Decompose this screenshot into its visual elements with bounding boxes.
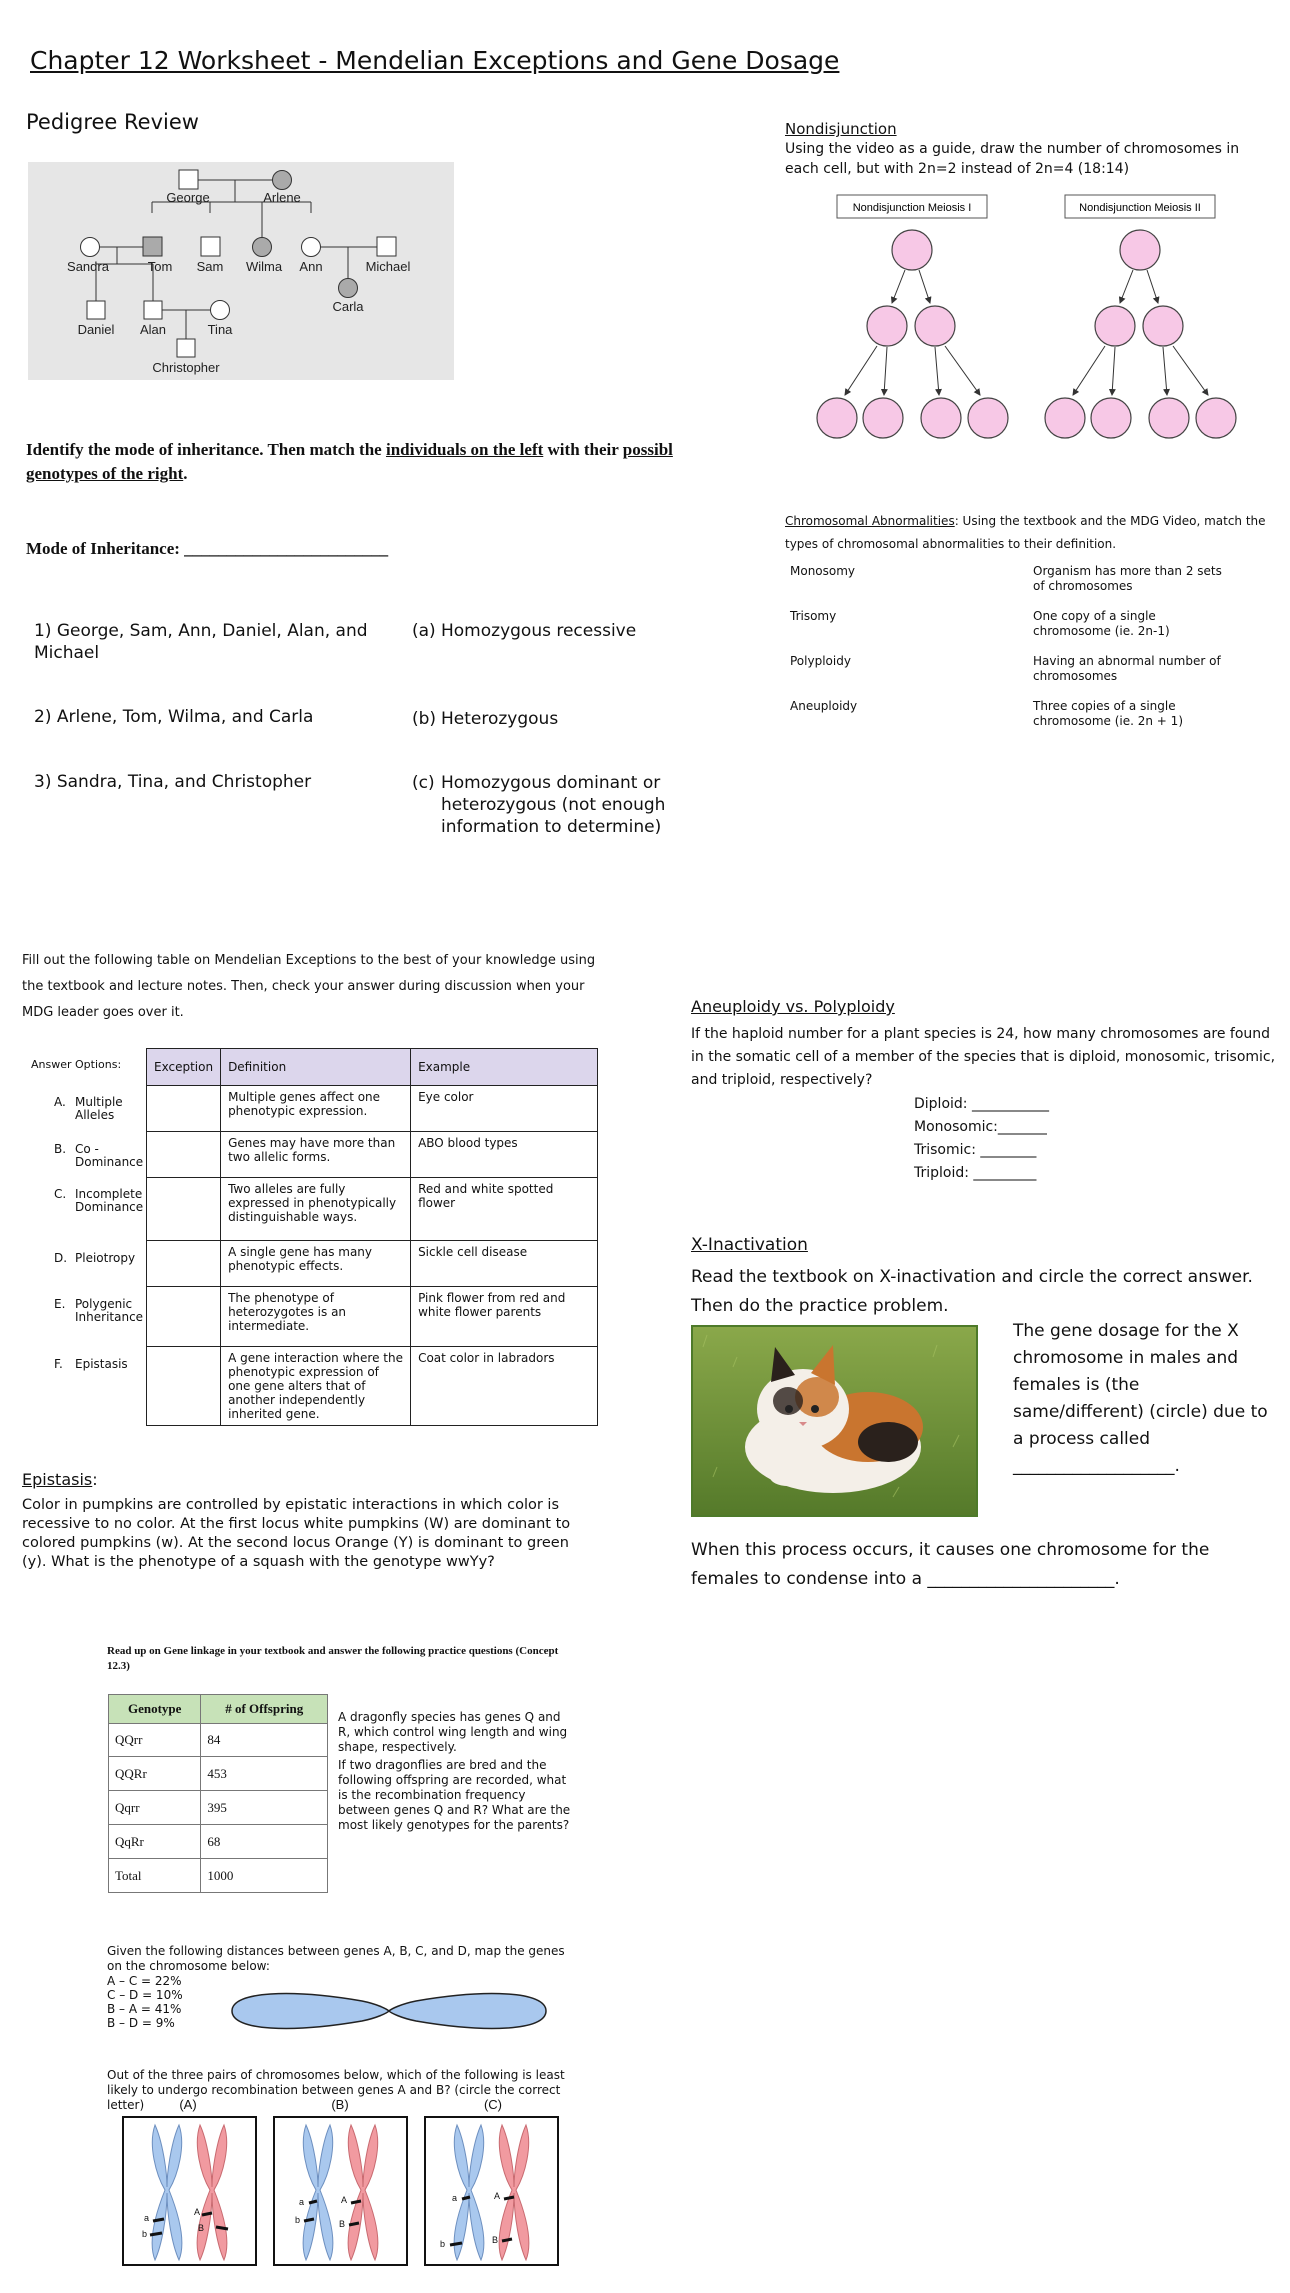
worksheet-title: Chapter 12 Worksheet - Mendelian Exceptions and Gene Dosage	[30, 46, 840, 75]
exception-cell[interactable]	[147, 1132, 221, 1178]
cell	[1196, 398, 1236, 438]
right-item-a-letter: (a)	[412, 621, 436, 641]
allele-label: b	[440, 2239, 446, 2249]
chromosome-map[interactable]	[222, 1985, 556, 2037]
sam-label: Sam	[196, 259, 224, 274]
ploidy-text: If the haploid number for a plant species is 24, how many chromosomes are found in the somatic cell of a member of the species that is diploid, monosomic, trisomic, and triploid, respectively?	[691, 1026, 1276, 1088]
cell	[921, 398, 961, 438]
pair-a-label: (A)	[179, 2097, 197, 2112]
genotype-cell: Total	[109, 1859, 201, 1893]
sam-symbol	[201, 237, 220, 256]
definition-2: One copy of a single chromosome (ie. 2n-1)	[1033, 609, 1170, 638]
right-item-a-text: Homozygous recessive	[441, 621, 637, 641]
triploid-line[interactable]: Triploid: _________	[914, 1165, 1037, 1181]
table-row	[147, 1287, 598, 1347]
chromosome-pair-c	[440, 2125, 529, 2260]
christopher-label: Christopher	[152, 360, 220, 375]
term-monosomy: Monosomy	[790, 564, 856, 578]
pair-b-box[interactable]	[274, 2117, 407, 2265]
dragonfly-q1: A dragonfly species has genes Q and R, which control wing length and wing shape, respectively.	[338, 1710, 568, 1754]
meiosis-i-label: Nondisjunction Meiosis I	[852, 202, 972, 214]
allele-label: B	[339, 2219, 346, 2229]
nondisjunction-svg	[775, 190, 1275, 450]
cell	[817, 398, 857, 438]
table-row	[109, 1757, 328, 1791]
pair-b-label: (B)	[331, 2097, 349, 2112]
xinact-text: Read the textbook on X-inactivation and circle the correct answer. Then do the practice problem.	[691, 1267, 1253, 1316]
calico-kitten-image	[691, 1325, 978, 1517]
mendelian-table	[146, 1048, 598, 1426]
example-cell: Sickle cell disease	[411, 1241, 598, 1287]
definition-cell: A single gene has many phenotypic effects.	[221, 1241, 411, 1287]
ann-symbol	[302, 238, 321, 257]
epistasis-text: Color in pumpkins are controlled by epistatic interactions in which color is recessive to no color. At the first locus white pumpkins (W) are dominant to colored pumpkins (w). At the second locus Orange (Y) is dominant to green (y). What is the phenotype of a squash with the genotype wwYy?	[22, 1497, 571, 1570]
offspring-cell: 395	[201, 1791, 328, 1825]
distance-cd: C – D = 10%	[107, 1988, 183, 2002]
genotype-cell: Qqrr	[109, 1791, 201, 1825]
table-row	[147, 1347, 598, 1426]
term-trisomy: Trisomy	[790, 609, 837, 623]
cell	[892, 230, 932, 270]
red-chromosome	[348, 2125, 378, 2260]
definition-cell: Multiple genes affect one phenotypic expression.	[221, 1086, 411, 1132]
table-row	[109, 1859, 328, 1893]
cell	[968, 398, 1008, 438]
tom-label: Tom	[147, 259, 173, 274]
option-e-text: Polygenic Inheritance	[75, 1297, 144, 1324]
genotype-cell: QQrr	[109, 1724, 201, 1757]
sandra-label: Sandra	[67, 259, 109, 274]
genotype-cell: QQRr	[109, 1757, 201, 1791]
cell	[863, 398, 903, 438]
distance-ac: A – C = 22%	[107, 1974, 182, 1988]
example-cell: Red and white spotted flower	[411, 1178, 598, 1241]
cell	[1091, 398, 1131, 438]
exception-cell[interactable]	[147, 1287, 221, 1347]
table-row	[109, 1724, 328, 1757]
carla-symbol	[339, 279, 358, 298]
option-a-letter: A.	[54, 1095, 66, 1109]
allele-label: B	[492, 2235, 499, 2245]
allele-label: B	[198, 2223, 205, 2233]
abnormalities-instruction: Chromosomal Abnormalities: Using the textbook and the MDG Video, match the types of chromosomal abnormalities to their definition.	[785, 514, 1266, 551]
chromosome-pairs-text: Out of the three pairs of chromosomes below, which of the following is least likely to undergo recombination between genes A and B? (circle the correct letter)	[107, 2068, 565, 2112]
alan-label: Alan	[139, 322, 167, 337]
right-item-c-letter: (c)	[412, 773, 435, 793]
michael-label: Michael	[365, 259, 411, 274]
left-item-2: 2) Arlene, Tom, Wilma, and Carla	[34, 707, 314, 727]
definition-cell: A gene interaction where the phenotypic expression of one gene alters that of another independently inherited gene.	[221, 1347, 411, 1426]
header-exception: Exception	[147, 1049, 221, 1086]
dragonfly-q2: If two dragonflies are bred and the following offspring are recorded, what is the recombination frequency between genes Q and R? What are the most likely genotypes for the parents?	[338, 1758, 571, 1832]
gene-distances	[107, 1974, 183, 2030]
header-example: Example	[411, 1049, 598, 1086]
xinact-dosage: The gene dosage for the X chromosome in males and females is (the same/different) (circle) due to a process called ___________________.	[1013, 1321, 1268, 1476]
offspring-cell: 1000	[201, 1859, 328, 1893]
nondisjunction-heading: Nondisjunction	[785, 120, 897, 138]
definition-1: Organism has more than 2 sets of chromosomes	[1033, 564, 1222, 593]
definition-cell: Genes may have more than two allelic forms.	[221, 1132, 411, 1178]
blue-chromosome	[454, 2125, 484, 2260]
allele-label: b	[295, 2215, 301, 2225]
christopher-symbol	[177, 339, 195, 357]
definition-cell: The phenotype of heterozygotes is an intermediate.	[221, 1287, 411, 1347]
allele-label: a	[299, 2197, 305, 2207]
offspring-cell: 68	[201, 1825, 328, 1859]
option-d-letter: D.	[54, 1251, 68, 1265]
right-item-b-letter: (b)	[412, 709, 437, 729]
table-row	[147, 1132, 598, 1178]
definition-cell: Two alleles are fully expressed in phenotypically distinguishable ways.	[221, 1178, 411, 1241]
genotype-header-row	[109, 1695, 328, 1724]
distance-bd: B – D = 9%	[107, 2016, 175, 2030]
exception-cell[interactable]	[147, 1178, 221, 1241]
option-b-letter: B.	[54, 1142, 67, 1156]
cell	[1045, 398, 1085, 438]
exception-cell[interactable]	[147, 1086, 221, 1132]
pedigree-diagram	[28, 162, 454, 380]
cell	[1095, 306, 1135, 346]
right-item-c-text: Homozygous dominant or heterozygous (not enough information to determine)	[441, 773, 666, 837]
option-d-text: Pleiotropy	[75, 1251, 136, 1265]
xinact-heading: X-Inactivation	[691, 1235, 808, 1255]
arlene-label: Arlene	[263, 190, 301, 205]
meiosis-ii-label: Nondisjunction Meiosis II	[1079, 202, 1201, 214]
example-cell: Coat color in labradors	[411, 1347, 598, 1426]
example-cell: Pink flower from red and white flower parents	[411, 1287, 598, 1347]
blue-chromosome	[303, 2125, 333, 2260]
chromosome-shape	[222, 1985, 556, 2037]
carla-label: Carla	[332, 299, 364, 314]
genotype-table	[108, 1694, 328, 1893]
table-row	[147, 1086, 598, 1132]
mendelian-intro: Fill out the following table on Mendelian Exceptions to the best of your knowledge using the textbook and lecture notes. Then, check your answer during discussion when your MDG leader goes over it.	[22, 953, 596, 1020]
red-chromosome	[197, 2125, 227, 2260]
nondisjunction-diagrams	[775, 190, 1275, 450]
allele-label: A	[194, 2207, 201, 2217]
chromosome-pairs-svg	[120, 2095, 570, 2275]
pedigree-chart	[28, 162, 454, 380]
option-e-letter: E.	[54, 1297, 66, 1311]
header-definition: Definition	[221, 1049, 411, 1086]
allele-label: a	[144, 2213, 150, 2223]
allele-label: A	[494, 2191, 501, 2201]
cell	[915, 306, 955, 346]
table-header-row	[147, 1049, 598, 1086]
definition-3: Having an abnormal number of chromosomes	[1033, 654, 1221, 683]
mode-of-inheritance: Mode of Inheritance: ________________________	[26, 539, 389, 558]
example-cell: Eye color	[411, 1086, 598, 1132]
option-f-letter: F.	[54, 1357, 63, 1371]
term-polyploidy: Polyploidy	[790, 654, 851, 668]
answer-options-label: Answer Options:	[31, 1058, 122, 1071]
pair-a-box[interactable]	[123, 2117, 256, 2265]
gene-map-text: Given the following distances between genes A, B, C, and D, map the genes on the chromosome below:	[107, 1944, 565, 1973]
example-cell: ABO blood types	[411, 1132, 598, 1178]
monosomic-line[interactable]: Monosomic:_______	[914, 1119, 1047, 1135]
chromosome-pair-a	[142, 2125, 228, 2260]
left-item-1: 1) George, Sam, Ann, Daniel, Alan, and Michael	[34, 621, 368, 663]
option-b-text: Co - Dominance	[75, 1142, 144, 1169]
right-item-b-text: Heterozygous	[441, 709, 559, 729]
allele-label: b	[142, 2229, 148, 2239]
distance-ba: B – A = 41%	[107, 2002, 182, 2016]
exception-cell[interactable]	[147, 1241, 221, 1287]
cell	[867, 306, 907, 346]
offspring-cell: 84	[201, 1724, 328, 1757]
ploidy-heading: Aneuploidy vs. Polyploidy	[691, 997, 895, 1016]
term-aneuploidy: Aneuploidy	[790, 699, 858, 713]
cell	[1120, 230, 1160, 270]
ann-label: Ann	[299, 259, 323, 274]
kitten-illustration	[693, 1327, 976, 1515]
george-label: George	[166, 190, 210, 205]
tina-symbol	[211, 301, 230, 320]
alan-symbol	[144, 301, 162, 319]
tom-symbol	[143, 237, 162, 256]
michael-symbol	[377, 237, 396, 256]
chromosome-pair-b	[295, 2125, 378, 2260]
left-item-3: 3) Sandra, Tina, and Christopher	[34, 772, 312, 792]
daniel-symbol	[87, 301, 105, 319]
exception-cell[interactable]	[147, 1347, 221, 1426]
table-row	[147, 1178, 598, 1241]
daniel-label: Daniel	[77, 322, 115, 337]
chromosome-pairs	[120, 2095, 570, 2275]
option-c-text: Incomplete Dominance	[75, 1187, 144, 1214]
sandra-symbol	[81, 238, 100, 257]
pedigree-instruction: Identify the mode of inheritance. Then match the individuals on the left with their possibl genotypes of the right.	[26, 440, 673, 483]
pair-c-label: (C)	[483, 2097, 503, 2112]
epistasis-heading: Epistasis:	[22, 1470, 98, 1489]
trisomic-line[interactable]: Trisomic: ________	[914, 1142, 1037, 1158]
cell	[1149, 398, 1189, 438]
table-row	[147, 1241, 598, 1287]
nondisjunction-text: Using the video as a guide, draw the number of chromosomes in each cell, but with 2n=2 instead of 2n=4 (18:14)	[785, 141, 1240, 177]
george-symbol	[179, 170, 198, 189]
definition-4: Three copies of a single chromosome (ie. 2n + 1)	[1033, 699, 1183, 728]
genotype-cell: QqRr	[109, 1825, 201, 1859]
tina-label: Tina	[207, 322, 233, 337]
allele-label: A	[341, 2195, 348, 2205]
table-row	[109, 1791, 328, 1825]
wilma-label: Wilma	[245, 259, 283, 274]
offspring-cell: 453	[201, 1757, 328, 1791]
xinact-condense: When this process occurs, it causes one chromosome for the females to condense into a ______________________.	[691, 1540, 1210, 1589]
option-c-letter: C.	[54, 1187, 67, 1201]
linkage-intro: Read up on Gene linkage in your textbook and answer the following practice questions (Concept 12.3)	[107, 1645, 559, 1672]
option-f-text: Epistasis	[75, 1357, 128, 1371]
cell	[1143, 306, 1183, 346]
wilma-symbol	[253, 238, 272, 257]
allele-label: a	[452, 2193, 458, 2203]
blue-chromosome	[152, 2125, 182, 2260]
option-a-text: Multiple Alleles	[75, 1095, 123, 1122]
pedigree-heading: Pedigree Review	[26, 110, 199, 134]
ploidy-answers	[914, 1093, 1049, 1185]
header-genotype: Genotype	[109, 1695, 201, 1724]
table-row	[109, 1825, 328, 1859]
arlene-symbol	[273, 171, 292, 190]
diploid-line[interactable]: Diploid: ___________	[914, 1096, 1049, 1112]
header-offspring: # of Offspring	[201, 1695, 328, 1724]
